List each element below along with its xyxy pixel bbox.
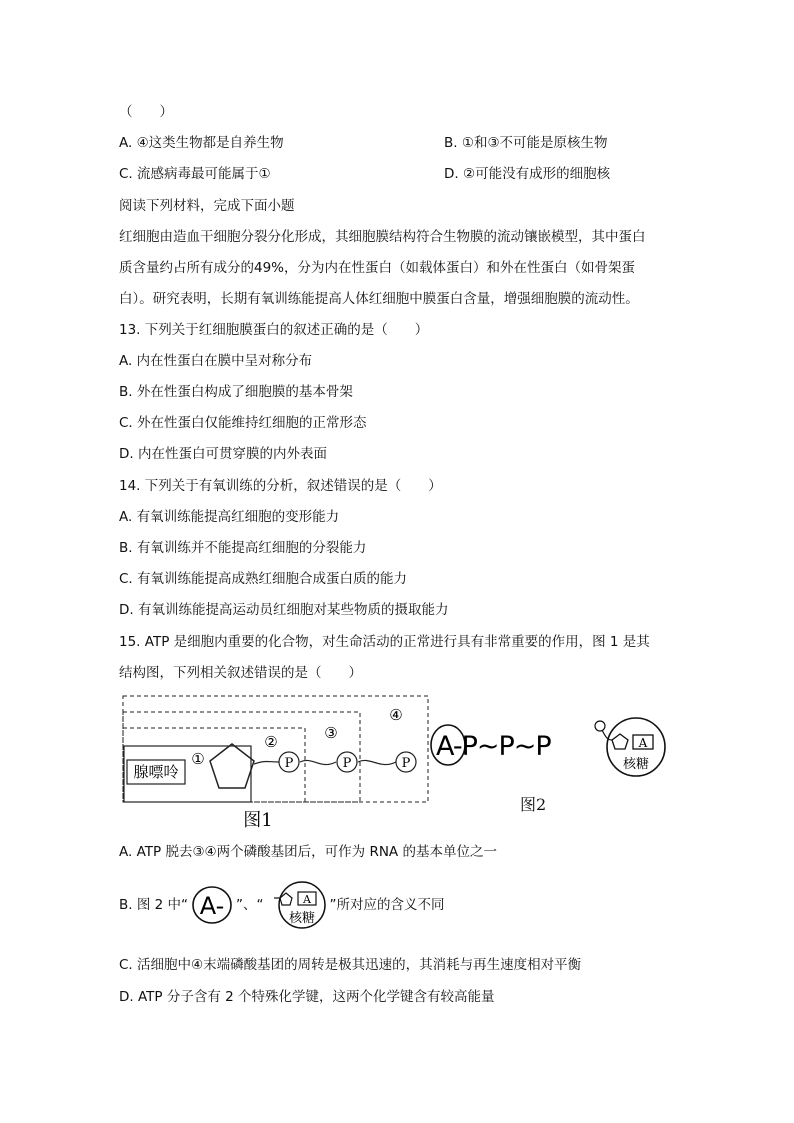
svg-text:P: P: [284, 756, 294, 771]
q15-option-d: D. ATP 分子含有 2 个特殊化学键，这两个化学键含有较高能量: [119, 989, 495, 1005]
q15-option-b-mid: ”、“: [236, 897, 264, 913]
figure-2-caption: 图2: [520, 795, 547, 814]
q15-option-b-prefix: B. 图 2 中“: [119, 897, 189, 913]
nucleotide-ribose-label: 核糖: [622, 757, 650, 772]
adenine-label: 腺嘌呤: [133, 763, 179, 781]
reading-para-line-3: 白）。研究表明，长期有氧训练能提高人体红细胞中膜蛋白含量，增强细胞膜的流动性。: [119, 291, 639, 307]
q14-option-b: B. 有氧训练并不能提高红细胞的分裂能力: [119, 540, 367, 556]
svg-text:P: P: [342, 756, 352, 771]
q12-option-a: A. ④这类生物都是自养生物: [119, 135, 284, 151]
q15-stem-line-2: 结构图，下列相关叙述错误的是（ ）: [119, 665, 362, 681]
svg-text:A-: A-: [199, 892, 225, 920]
nucleotide-a-box: A: [638, 736, 648, 750]
q12-option-c: C. 流感病毒最可能属于①: [119, 166, 271, 182]
reading-para-line-1: 红细胞由造血干细胞分裂分化形成，其细胞膜结构符合生物膜的流动镶嵌模型，其中蛋白: [119, 229, 646, 245]
label-4: ④: [389, 706, 403, 724]
atp-formula: A-P~P~P: [436, 731, 551, 762]
q13-option-a: A. 内在性蛋白在膜中呈对称分布: [119, 353, 313, 369]
svg-text:核糖: 核糖: [288, 911, 315, 926]
q15-option-b-suffix: ”所对应的含义不同: [329, 897, 445, 913]
q13-option-b: B. 外在性蛋白构成了细胞膜的基本骨架: [119, 384, 353, 400]
figure-2-nucleotide: [590, 712, 670, 782]
reading-para-line-2: 质含量约占所有成分的49%，分为内在性蛋白（如载体蛋白）和外在性蛋白（如骨架蛋: [119, 260, 636, 276]
phosphate-3: [396, 752, 416, 772]
figure-1-caption: 图1: [243, 810, 273, 831]
q13-option-d: D. 内在性蛋白可贯穿膜的内外表面: [119, 446, 327, 462]
phosphate-2: [337, 752, 357, 772]
svg-text:P: P: [401, 756, 411, 771]
label-1: ①: [191, 750, 205, 768]
inline-nucleotide-icon: [266, 880, 328, 930]
figure-1-atp-structure: [118, 690, 438, 835]
label-3: ③: [324, 724, 338, 742]
q12-paren: （ ）: [119, 104, 173, 120]
q14-stem: 14. 下列关于有氧训练的分析，叙述错误的是（ ）: [119, 478, 442, 494]
q15-option-b: [119, 880, 445, 930]
q12-option-b: B. ①和③不可能是原核生物: [444, 135, 608, 151]
q12-option-d: D. ②可能没有成形的细胞核: [444, 166, 611, 182]
inline-a-dash-icon: [190, 885, 234, 925]
q14-option-d: D. 有氧训练能提高运动员红细胞对某些物质的摄取能力: [119, 602, 449, 618]
q13-stem: 13. 下列关于红细胞膜蛋白的叙述正确的是（ ）: [119, 322, 429, 338]
reading-intro: 阅读下列材料，完成下面小题: [119, 198, 295, 214]
q13-option-c: C. 外在性蛋白仅能维持红细胞的正常形态: [119, 415, 367, 431]
svg-text:A: A: [302, 893, 311, 906]
phosphate-1: [279, 752, 299, 772]
q15-stem-line-1: 15. ATP 是细胞内重要的化合物，对生命活动的正常进行具有非常重要的作用，图 1 是其: [119, 634, 650, 650]
label-2: ②: [264, 733, 278, 751]
q15-option-a: A. ATP 脱去③④两个磷酸基团后，可作为 RNA 的基本单位之一: [119, 844, 497, 860]
q14-option-a: A. 有氧训练能提高红细胞的变形能力: [119, 509, 340, 525]
ribose-pentagon: [210, 744, 254, 788]
figure-2-atp-formula: [428, 720, 568, 770]
q15-option-c: C. 活细胞中④末端磷酸基团的周转是极其迅速的，其消耗与再生速度相对平衡: [119, 957, 582, 973]
q14-option-c: C. 有氧训练能提高成熟红细胞合成蛋白质的能力: [119, 571, 408, 587]
